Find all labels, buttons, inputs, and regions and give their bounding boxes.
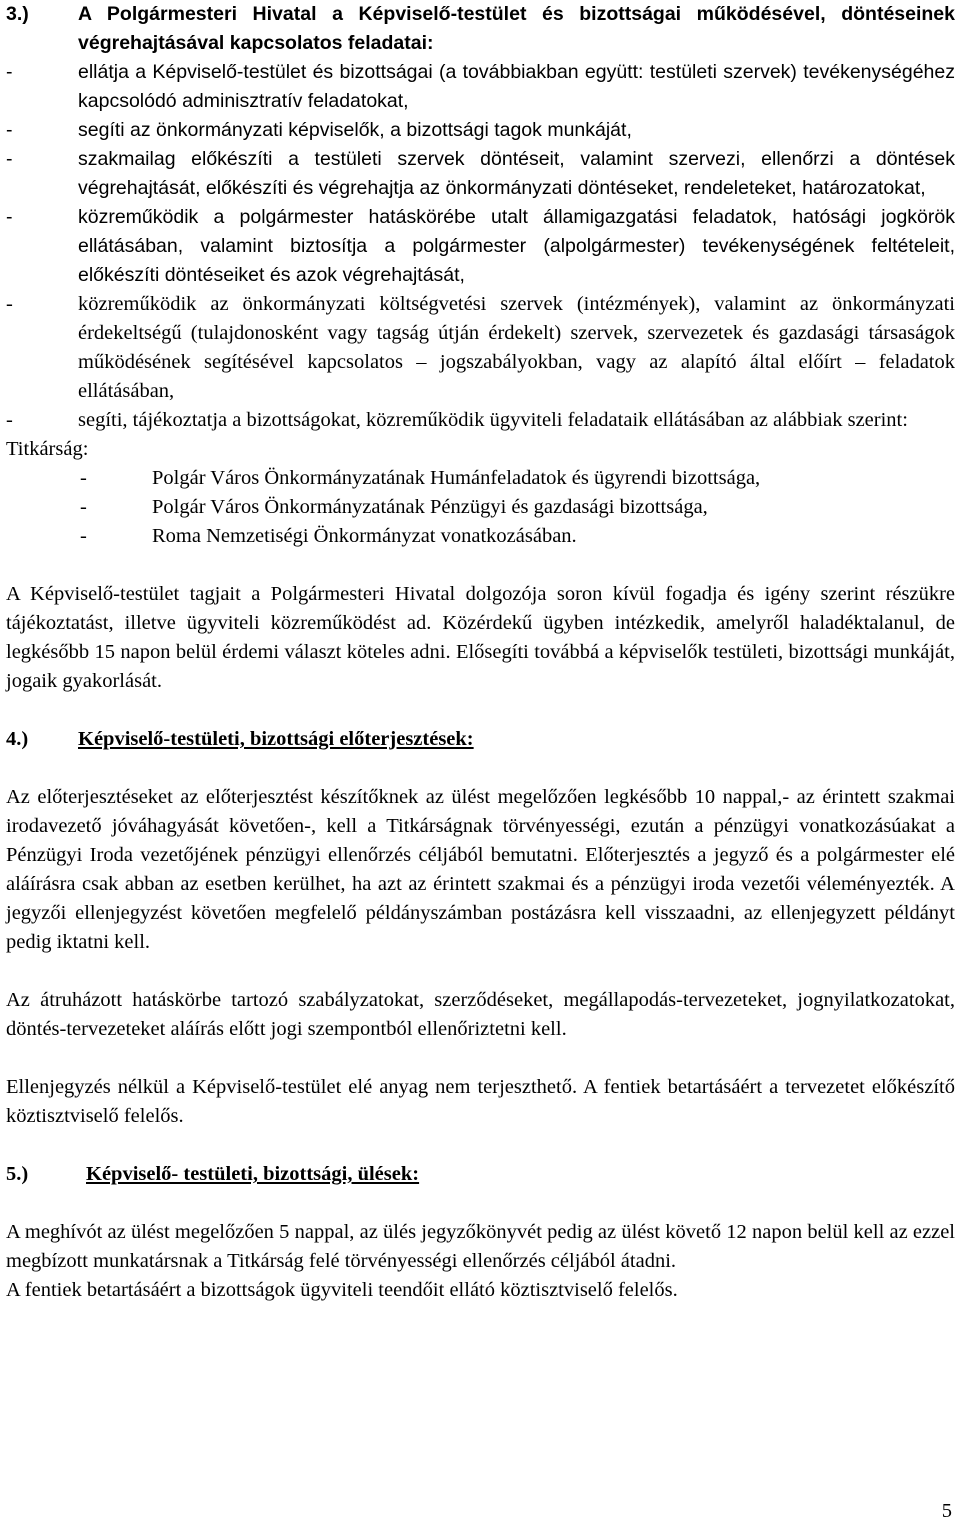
- section-5-paragraph: A meghívót az ülést megelőzően 5 nappal, az ülés jegyzőkönyvét pedig az ülést követő 12 napon belül kell az ezzel megbízott munkatársnak a Titkárság felé törvényességi ellenőrzés céljából átadni.: [6, 1221, 955, 1272]
- sub-list-item: - Polgár Város Önkormányzatának Humánfeladatok és ügyrendi bizottsága,: [80, 467, 761, 489]
- list-item: - segíti az önkormányzati képviselők, a bizottsági tagok munkáját,: [6, 119, 632, 141]
- section-5-number: 5.): [6, 1163, 29, 1185]
- section-5-title: Képviselő- testületi, bizottsági, ülések:: [86, 1163, 420, 1185]
- titkarsag-label: Titkárság:: [6, 438, 89, 460]
- section-4-paragraph: Ellenjegyzés nélkül a Képviselő-testület elé anyag nem terjeszthető. A fentiek betartásáért a tervezetet előkészítő köztisztviselő felelős.: [6, 1076, 955, 1127]
- list-item: - segíti, tájékoztatja a bizottságokat, közreműködik ügyviteli feladataik ellátásában az alábbiak szerint:: [6, 409, 908, 431]
- list-item: - szakmailag előkészíti a testületi szervek döntéseit, valamint szervezi, ellenőrzi a döntések végrehajtását, előkészíti és végrehajtja az önkormányzati döntéseket, rendeleteket, határozatokat,: [6, 148, 955, 199]
- section-4-title: Képviselő-testületi, bizottsági előterjesztések:: [78, 728, 474, 750]
- sub-list-item: - Polgár Város Önkormányzatának Pénzügyi és gazdasági bizottsága,: [80, 496, 708, 518]
- section-3-number: 3.): [6, 3, 29, 25]
- document-page: [6, 0, 955, 1305]
- section-5-paragraph: A fentiek betartásáért a bizottságok ügyviteli teendőit ellátó köztisztviselő felelős.: [6, 1279, 678, 1301]
- sub-list-item: - Roma Nemzetiségi Önkormányzat vonatkozásában.: [80, 525, 577, 547]
- section-3-title: A Polgármesteri Hivatal a Képviselő-testület és bizottságai működésével, döntéseinek végrehajtásával kapcsolatos feladatai:: [78, 3, 955, 54]
- section-4-paragraph: Az átruházott hatáskörbe tartozó szabályzatokat, szerződéseket, megállapodás-tervezeteket, jognyilatkozatokat, döntés-tervezeteket aláírás előtt jogi szempontból ellenőriztetni kell.: [6, 989, 955, 1040]
- section-3-paragraph: A Képviselő-testület tagjait a Polgármesteri Hivatal dolgozója soron kívül fogadja és igény szerint részükre tájékoztatást, illetve ügyviteli közreműködést ad. Közérdekű ügyben intézkedik, amelyről haladéktalanul, de legkésőbb 15 napon belül érdemi választ köteles adni. Elősegíti továbbá a képviselők testületi, bizottsági munkáját, jogaik gyakorlását.: [6, 583, 955, 692]
- section-5-heading: [6, 1160, 955, 1189]
- page-number: 5: [941, 1500, 952, 1522]
- section-4-paragraph: Az előterjesztéseket az előterjesztést készítőknek az ülést megelőzően legkésőbb 10 nappal,- az érintett szakmai irodavezető jóváhagyását követően-, kell a Titkárságnak törvényességi, ezután a pénzügyi vonatkozásúakat a Pénzügyi Iroda vezetőjének pénzügyi ellenőrzés céljából bemutatni. Előterjesztés a jegyző és a polgármester elé aláírásra csak abban az esetben kerülhet, ha azt az érintett szakmai és a pénzügyi iroda vezetői véleményezték. A jegyzői ellenjegyzést követően megfelelő példányszámban postázásra kell visszaadni, az ellenjegyzett példányt pedig iktatni kell.: [6, 786, 955, 953]
- section-3-heading: [6, 0, 955, 58]
- section-4-number: 4.): [6, 728, 29, 750]
- list-item: - közreműködik az önkormányzati költségvetési szervek (intézmények), valamint az önkormányzati érdekeltségű (tulajdonosként vagy tagság útján érdekelt) szervek, szervezetek és gazdasági társaságok működésének segítésével kapcsolatos – jogszabályokban, vagy az alapító által előírt – feladatok ellátásában,: [6, 293, 955, 402]
- list-item: - ellátja a Képviselő-testület és bizottságai (a továbbiakban együtt: testületi szervek) tevékenységéhez kapcsolódó adminisztratív feladatokat,: [6, 61, 955, 112]
- list-item: - közreműködik a polgármester hatáskörébe utalt államigazgatási feladatok, hatósági jogkörök ellátásában, valamint biztosítja a polgármester (alpolgármester) tevékenységének feltételeit, előkészíti döntéseiket és azok végrehajtását,: [6, 206, 955, 286]
- section-4-heading: [6, 725, 955, 754]
